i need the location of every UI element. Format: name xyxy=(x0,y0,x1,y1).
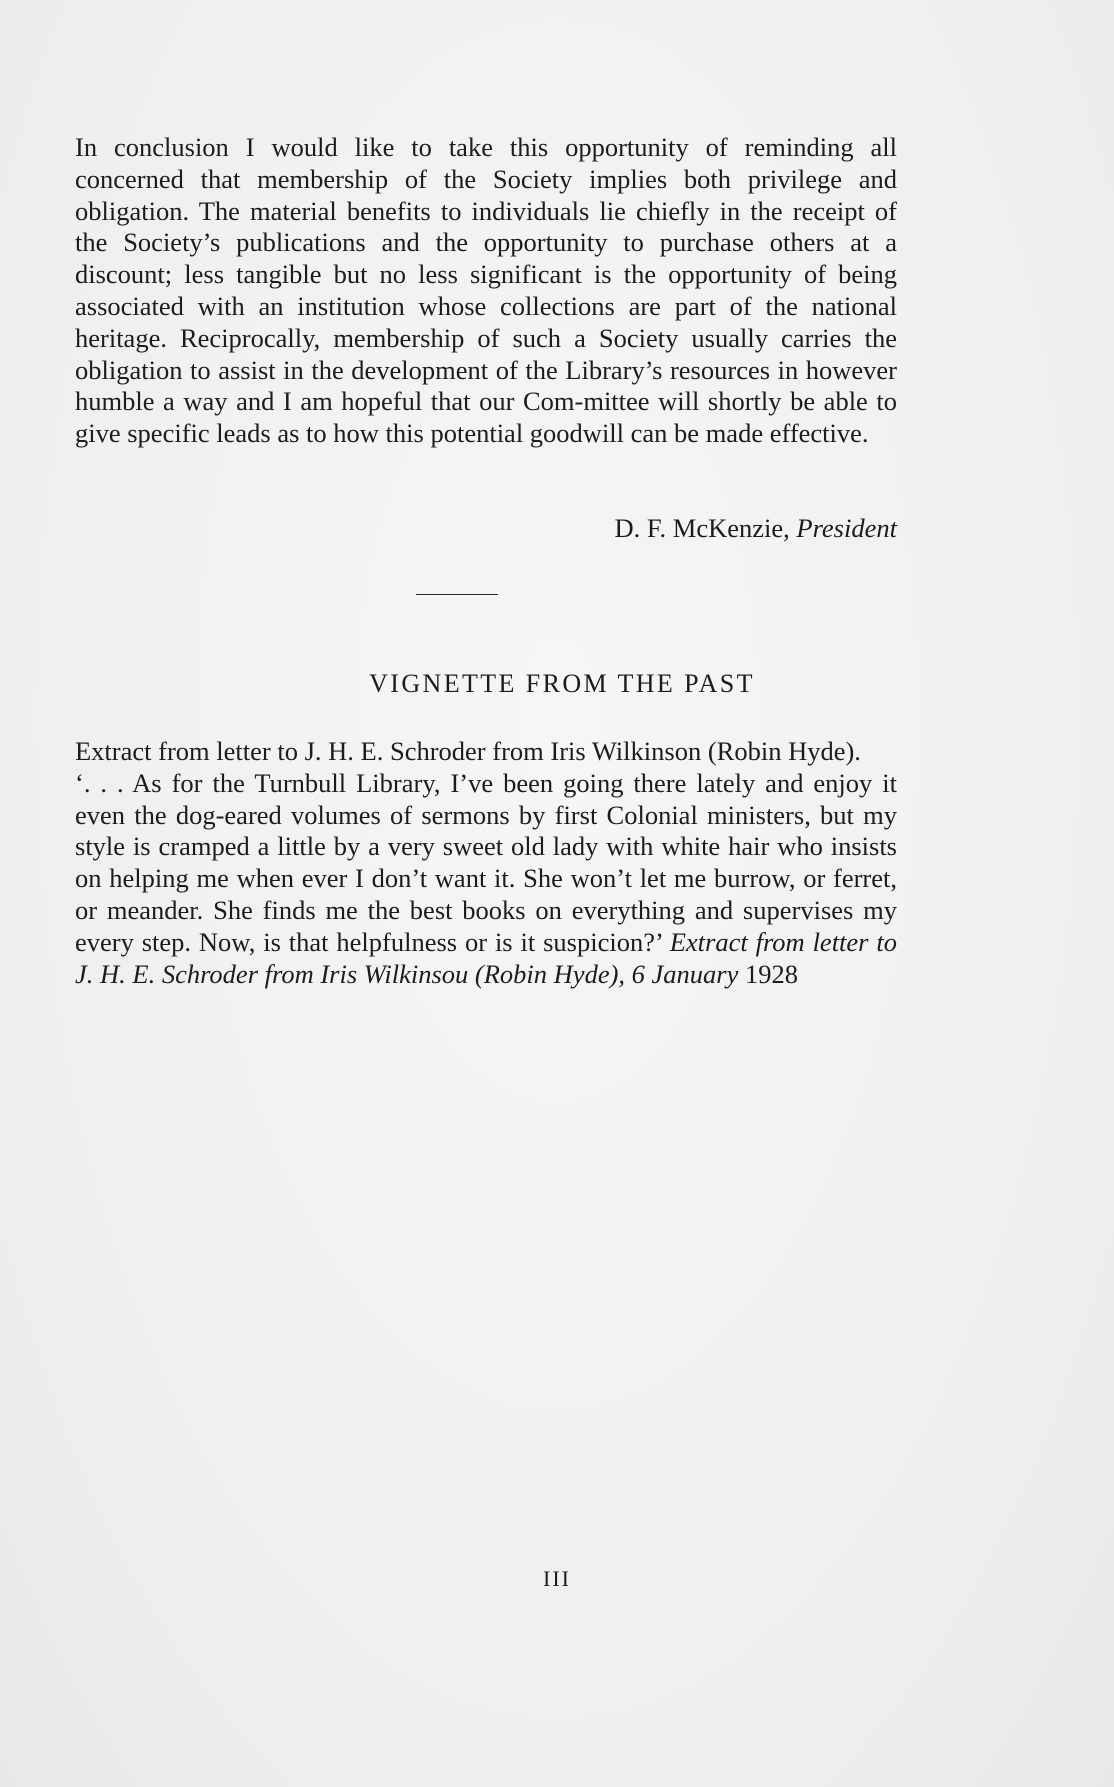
extract-source-line: Extract from letter to J. H. E. Schroder from Iris Wilkinson (Robin Hyde). xyxy=(75,736,861,766)
section-divider xyxy=(416,594,498,595)
signature xyxy=(615,512,897,544)
vignette-extract xyxy=(75,736,897,990)
intro-paragraph xyxy=(75,132,897,450)
section-heading: VIGNETTE FROM THE PAST xyxy=(369,669,755,698)
intro-text: In conclusion I would like to take this opportunity of reminding all concerned that membership of the Society implies both privilege and obligation. The material benefits to individuals lie chiefly in the receipt of the Society’s publications and the opportunity to purchase others at a discount; less tangible but no less significant is the opportunity of being associated with an institution whose collections are part of the national heritage. Reciprocally, membership of such a Society usually carries the obligation to assist in the development of the Library’s resources in however humble a way and I am hopeful that our Com-mittee will shortly be able to give specific leads as to how this potential goodwill can be made effective. xyxy=(75,132,897,449)
extract-citation: Extract from letter to J. H. E. Schroder from Iris Wilkinsou (Robin Hyde), 6 January xyxy=(75,926,897,989)
signature-name: D. F. McKenzie, xyxy=(614,513,790,543)
page-number: III xyxy=(543,1566,571,1591)
signature-role: President xyxy=(796,513,897,543)
extract-quote-block xyxy=(75,768,897,991)
extract-quote: ‘. . . As for the Turnbull Library, I’ve been going there lately and enjoy it even the dog-eared volumes of sermons by first Colonial ministers, but my style is cramped a little by a very sweet old lady with white hair who insists on helping me when ever I don’t want it. She won’t let me burrow, or ferret, or meander. She finds me the best books on everything and supervises my every step. Now, is that helpfulness or is it suspicion?’ xyxy=(75,767,897,957)
extract-citation-year: 1928 xyxy=(745,958,798,989)
